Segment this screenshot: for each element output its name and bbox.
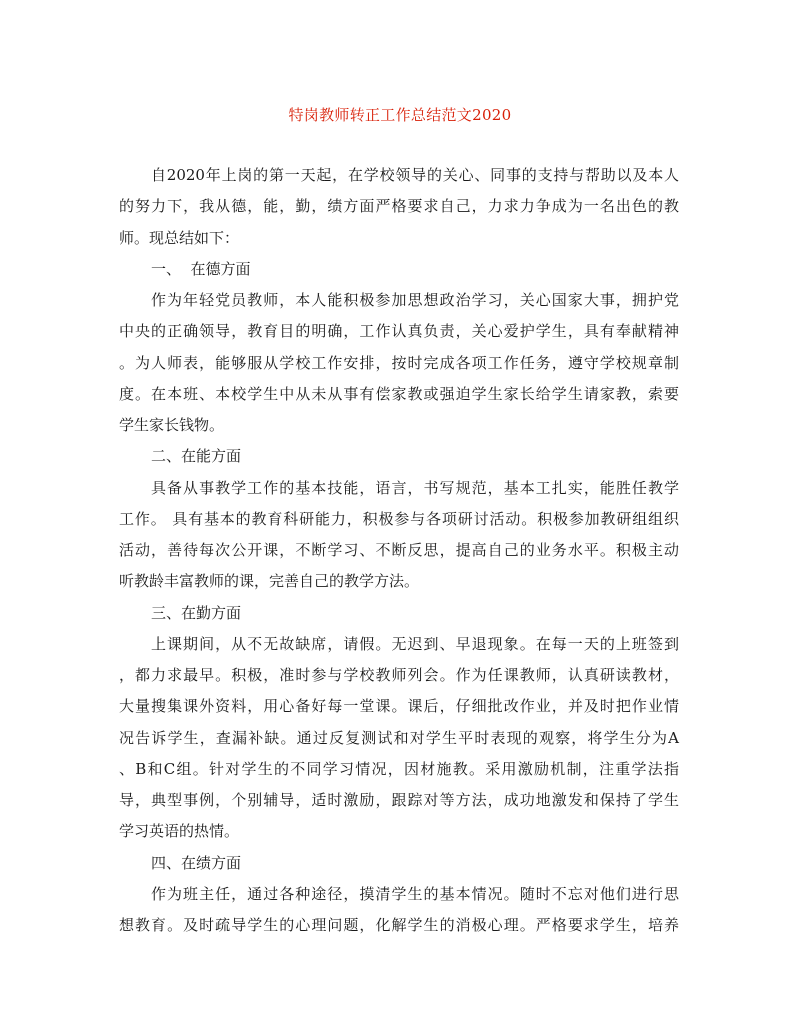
paragraph-line: 导，典型事例，个别辅导，适时激励，跟踪对等方法，成功地激发和保持了学生 [119,791,679,809]
paragraph-line: ，都力求最早。积极，准时参与学校教师列会。作为任课教师，认真研读教材， [119,666,679,684]
paragraph-line: 上课期间，从不无故缺席，请假。无迟到、早退现象。在每一天的上班签到 [151,635,679,653]
paragraph-line: 。为人师表，能够服从学校工作安排，按时完成各项工作任务，遵守学校规章制 [119,354,679,372]
paragraph-line: 想教育。及时疏导学生的心理问题，化解学生的消极心理。严格要求学生，培养 [119,916,679,934]
paragraph-line: 学习英语的热情。 [119,822,240,840]
paragraph-line: 的努力下，我从德，能，勤，绩方面严格要求自己，力求力争成为一名出色的教 [119,197,679,215]
paragraph-line: 、B和C组。针对学生的不同学习情况，因材施教。采用激励机制，注重学法指 [119,760,679,778]
section-heading-ji: 四、在绩方面 [151,854,242,872]
paragraph-line: 大量搜集课外资料，用心备好每一堂课。课后，仔细批改作业，并及时把作业情 [119,697,679,715]
paragraph-line: 中央的正确领导，教育目的明确，工作认真负责，关心爱护学生，具有奉献精神 [119,322,679,340]
paragraph-line: 听教龄丰富教师的课，完善自己的教学方法。 [119,572,420,590]
paragraph-line: 工作。 具有基本的教育科研能力，积极参与各项研讨活动。积极参加教研组组织 [119,510,679,528]
paragraph-line: 具备从事教学工作的基本技能，语言，书写规范，基本工扎实，能胜任教学 [151,479,679,497]
section-heading-neng: 二、在能方面 [151,447,242,465]
paragraph-line: 度。在本班、本校学生中从未从事有偿家教或强迫学生家长给学生请家教，索要 [119,385,679,403]
paragraph-line: 自2020年上岗的第一天起，在学校领导的关心、同事的支持与帮助以及本人 [151,166,679,184]
document-title: 特岗教师转正工作总结范文2020 [288,106,512,124]
paragraph-line: 作为年轻党员教师，本人能积极参加思想政治学习，关心国家大事，拥护党 [151,291,679,309]
paragraph-line: 作为班主任，通过各种途径，摸清学生的基本情况。随时不忘对他们进行思 [151,885,679,903]
paragraph-line: 师。现总结如下： [119,229,240,247]
section-heading-de: 一、 在德方面 [151,260,251,278]
paragraph-line: 活动，善待每次公开课，不断学习、不断反思，提高自己的业务水平。积极主动 [119,541,679,559]
paragraph-line: 学生家长钱物。 [119,416,225,434]
paragraph-line: 况告诉学生，查漏补缺。通过反复测试和对学生平时表现的观察，将学生分为A [119,729,679,747]
section-heading-qin: 三、在勤方面 [151,604,242,622]
